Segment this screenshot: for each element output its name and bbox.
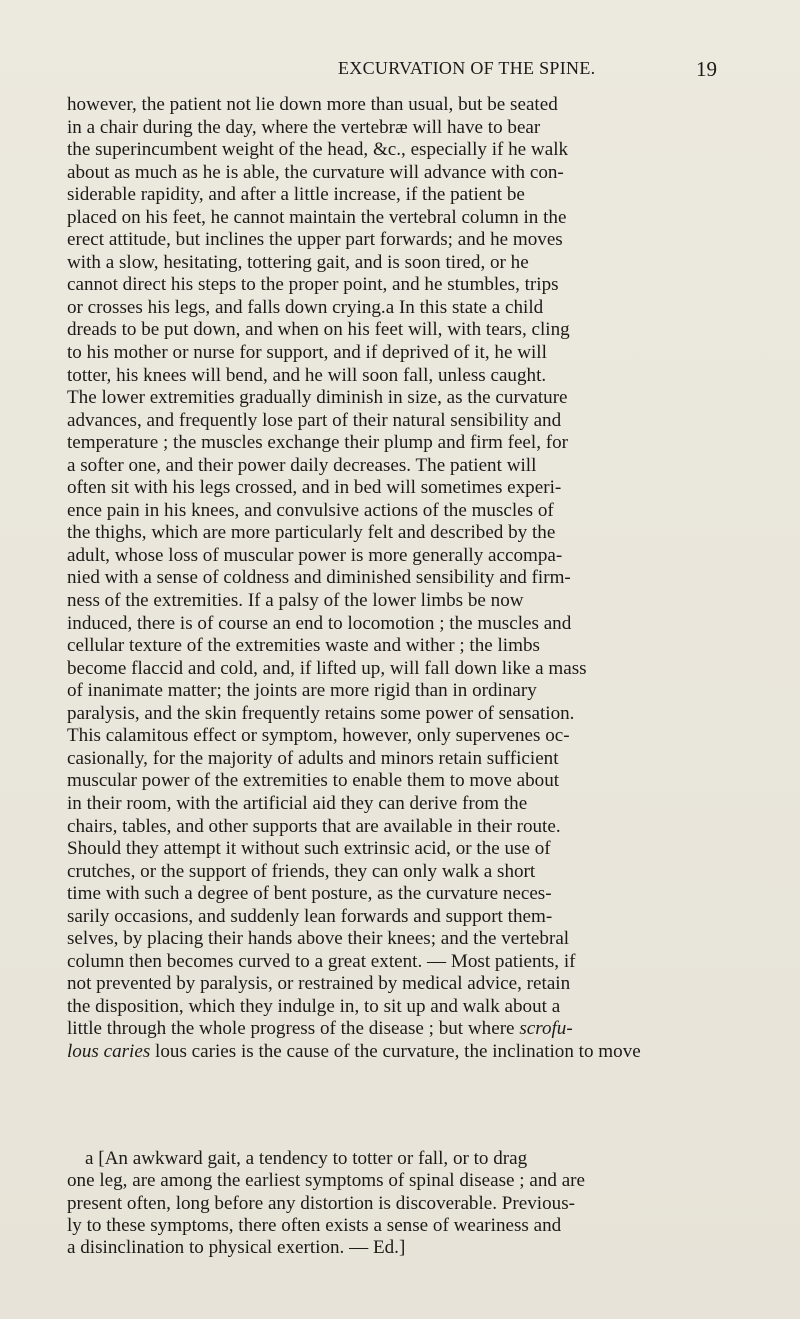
text-line-26: become flaccid and cold, and, if lifted up, will fall down like a mass [67,657,587,679]
footnote-line-3: present often, long before any distortion is discoverable. Previous- [67,1192,575,1214]
text-line-37: sarily occasions, and suddenly lean forwards and support them- [67,905,553,927]
running-head: EXCURVATION OF THE SPINE. [338,58,596,78]
text-line-2: in a chair during the day, where the vertebræ will have to bear [67,116,541,138]
text-line-42 [67,1018,723,1041]
text-line-3: the superincumbent weight of the head, &c., especially if he walk [67,139,569,161]
footnote-line-5: a disinclination to physical exertion. — Ed.] [67,1237,406,1259]
footnote-line-1: a [An awkward gait, a tendency to totter or fall, or to drag [85,1148,528,1169]
text-line-5: siderable rapidity, and after a little increase, if the patient be [67,184,525,206]
text-line-13: totter, his knees will bend, and he will soon fall, unless caught. [67,364,547,386]
footnote-line-4: ly to these symptoms, there often exists a sense of weariness and [67,1215,562,1237]
text-line-23: ness of the extremities. If a palsy of the lower limbs be now [67,590,524,612]
text-line-32: in their room, with the artificial aid they can derive from the [67,792,528,814]
text-line-20: the thighs, which are more particularly felt and described by the [67,522,556,544]
text-line-34: Should they attempt it without such extrinsic acid, or the use of [67,838,551,860]
text-line-18: often sit with his legs crossed, and in bed will sometimes experi- [67,477,562,499]
text-line-39: column then becomes curved to a great extent. — Most patients, if [67,950,576,972]
text-line-40: not prevented by paralysis, or restrained by medical advice, retain [67,973,571,995]
text-line-12: to his mother or nurse for support, and if deprived of it, he will [67,342,547,364]
text-line-19: ence pain in his knees, and convulsive actions of the muscles of [67,499,554,521]
text-line-42-roman: little through the whole progress of the disease ; but where [67,1018,515,1040]
text-line-6: placed on his feet, he cannot maintain the vertebral column in the [67,206,567,228]
text-line-43 [67,1041,723,1064]
text-line-17: a softer one, and their power daily decreases. The patient will [67,454,537,476]
text-line-29: This calamitous effect or symptom, however, only supervenes oc- [67,725,570,747]
main-text-block [67,94,723,1064]
text-line-1: however, the patient not lie down more than usual, but be seated [67,94,558,115]
text-line-7: erect attitude, but inclines the upper part forwards; and he moves [67,229,563,251]
text-line-11: dreads to be put down, and when on his feet will, with tears, cling [67,319,570,341]
text-line-36: time with such a degree of bent posture, as the curvature neces- [67,883,552,905]
text-line-28: paralysis, and the skin frequently retains some power of sensation. [67,702,575,724]
text-line-38: selves, by placing their hands above their knees; and the vertebral [67,928,570,950]
italic-phrase: lous caries [67,1040,151,1062]
text-line-9: cannot direct his steps to the proper point, and he stumbles, trips [67,274,559,296]
text-line-43-roman: lous caries is the cause of the curvature, the inclination to move [155,1040,641,1062]
text-line-30: casionally, for the majority of adults and minors retain sufficient [67,747,559,769]
text-line-8: with a slow, hesitating, tottering gait, and is soon tired, or he [67,251,529,273]
text-line-31: muscular power of the extremities to enable them to move about [67,770,560,792]
text-line-21: adult, whose loss of muscular power is more generally accompa- [67,544,563,566]
text-line-35: crutches, or the support of friends, they can only walk a short [67,860,536,882]
text-line-27: of inanimate matter; the joints are more rigid than in ordinary [67,680,537,702]
text-line-22: nied with a sense of coldness and diminished sensibility and firm- [67,567,571,589]
page-number: 19 [696,57,717,81]
text-line-4: about as much as he is able, the curvature will advance with con- [67,161,564,183]
text-line-15: advances, and frequently lose part of their natural sensibility and [67,409,562,431]
italic-phrase: scrofu- [519,1018,573,1040]
footnote-block [67,1148,723,1260]
text-line-14: The lower extremities gradually diminish in size, as the curvature [67,387,568,409]
text-line-25: cellular texture of the extremities waste and wither ; the limbs [67,635,540,657]
text-line-41: the disposition, which they indulge in, to sit up and walk about a [67,995,561,1017]
text-line-24: induced, there is of course an end to locomotion ; the muscles and [67,612,572,634]
footnote-line-2: one leg, are among the earliest symptoms of spinal disease ; and are [67,1170,586,1192]
text-line-33: chairs, tables, and other supports that are available in their route. [67,815,561,837]
text-line-16: temperature ; the muscles exchange their plump and firm feel, for [67,432,569,454]
text-line-10: or crosses his legs, and falls down crying.a In this state a child [67,296,544,318]
